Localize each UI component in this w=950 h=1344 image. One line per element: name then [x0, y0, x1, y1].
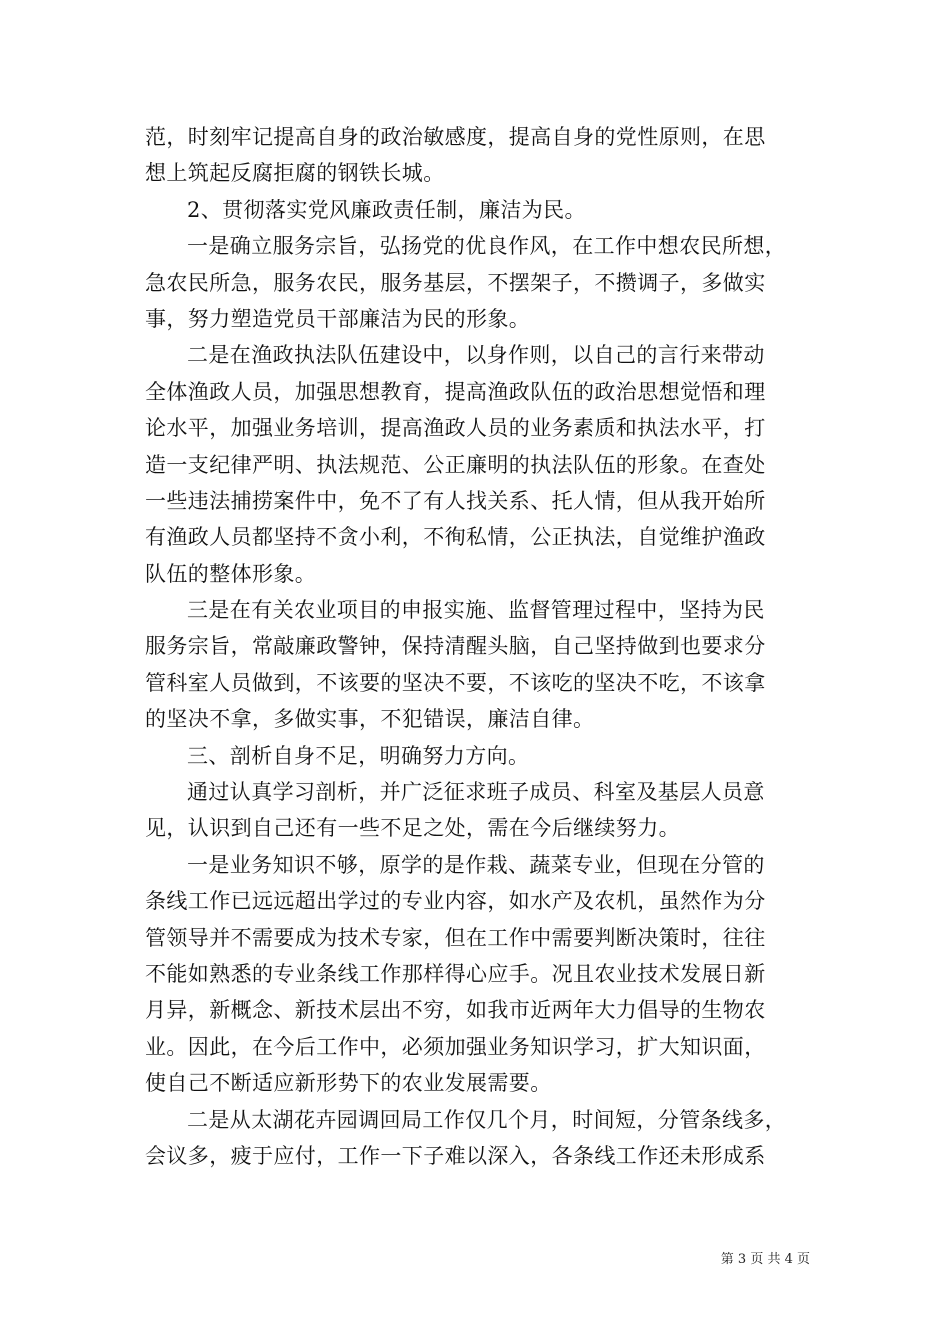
text-line: 管科室人员做到，不该要的坚决不要，不该吃的坚决不吃，不该拿 — [145, 670, 766, 695]
text-line: 使自己不断适应新形势下的农业发展需要。 — [145, 1071, 552, 1096]
text-line: 想上筑起反腐拒腐的钢铁长城。 — [145, 161, 445, 186]
text-line: 一是确立服务宗旨，弘扬党的优良作风，在工作中想农民所想， — [187, 234, 787, 259]
text-line: 一是业务知识不够，原学的是作栽、蔬菜专业，但现在分管的 — [187, 852, 765, 877]
text-line: 有渔政人员都坚持不贪小利，不徇私情，公正执法，自觉维护渔政 — [145, 525, 766, 550]
text-line: 队伍的整体形象。 — [145, 561, 317, 586]
text-line: 全体渔政人员，加强思想教育，提高渔政队伍的政治思想觉悟和理 — [145, 379, 766, 404]
text-line: 造一支纪律严明、执法规范、公正廉明的执法队伍的形象。在查处 — [145, 452, 766, 477]
text-line: 业。因此，在今后工作中，必须加强业务知识学习，扩大知识面， — [145, 1034, 766, 1059]
text-line: 通过认真学习剖析，并广泛征求班子成员、科室及基层人员意 — [187, 780, 765, 805]
text-line: 二是在渔政执法队伍建设中，以身作则，以自己的言行来带动 — [187, 343, 765, 368]
text-line: 见，认识到自己还有一些不足之处，需在今后继续努力。 — [145, 816, 680, 841]
text-line: 二是从太湖花卉园调回局工作仅几个月，时间短，分管条线多， — [187, 1107, 787, 1132]
text-line: 三是在有关农业项目的申报实施、监督管理过程中，坚持为民 — [187, 598, 765, 623]
text-line: 范，时刻牢记提高自身的政治敏感度，提高自身的党性原则，在思 — [145, 125, 766, 149]
section-heading: 三、剖析自身不足，明确努力方向。 — [187, 743, 530, 768]
text-line: 管领导并不需要成为技术专家，但在工作中需要判断决策时，往往 — [145, 925, 766, 950]
text-line: 不能如熟悉的专业条线工作那样得心应手。况且农业技术发展日新 — [145, 961, 766, 986]
text-line: 急农民所急，服务农民，服务基层，不摆架子，不攒调子，多做实 — [145, 270, 766, 295]
text-line: 2、贯彻落实党风廉政责任制，廉洁为民。 — [187, 197, 586, 222]
text-line: 一些违法捕捞案件中，免不了有人找关系、托人情，但从我开始所 — [145, 488, 766, 513]
page-number: 第 3 页 共 4 页 — [720, 1252, 810, 1267]
text-line: 事，努力塑造党员干部廉洁为民的形象。 — [145, 306, 531, 331]
text-line: 论水平，加强业务培训，提高渔政人员的业务素质和执法水平，打 — [145, 416, 766, 441]
text-line: 会议多，疲于应付，工作一下子难以深入，各条线工作还未形成系 — [145, 1143, 766, 1168]
body-text — [145, 119, 810, 1174]
text-line: 月异，新概念、新技术层出不穷，如我市近两年大力倡导的生物农 — [145, 998, 766, 1023]
text-line: 服务宗旨，常敲廉政警钟，保持清醒头脑，自己坚持做到也要求分 — [145, 634, 766, 659]
text-line: 的坚决不拿，多做实事，不犯错误，廉洁自律。 — [145, 707, 595, 732]
text-line: 条线工作已远远超出学过的专业内容，如水产及农机，虽然作为分 — [145, 889, 766, 914]
